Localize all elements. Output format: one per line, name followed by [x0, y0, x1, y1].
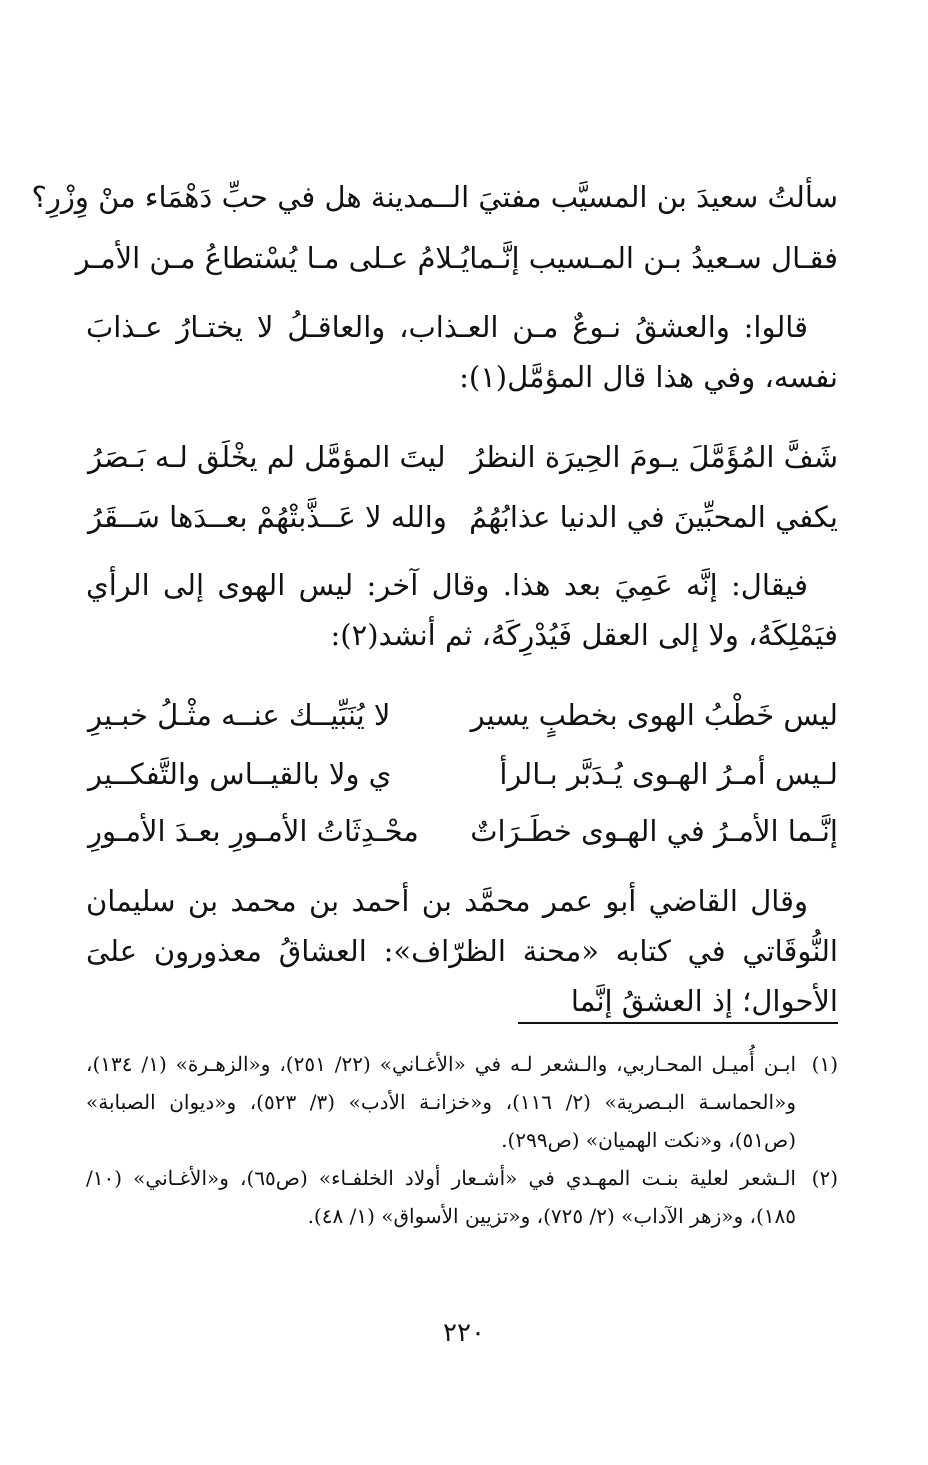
- footnote: [86, 1159, 838, 1235]
- verse-line: [75, 233, 838, 283]
- verse-hemistich-second: يُـلامُ عـلى مـا يُسْتطاعُ مـن الأمـر: [75, 241, 470, 275]
- verse-hemistich-first: فقـال سـعيدُ بـن المـسيب إنَّـما: [469, 241, 838, 275]
- verse-hemistich-second: ليتَ المؤمَّل لم يخْلَق لـه بَـصَرُ: [88, 440, 446, 474]
- footnotes: [86, 1045, 838, 1235]
- verse-line: [88, 432, 838, 482]
- prose-paragraph: [86, 876, 838, 1026]
- verse-hemistich-second: ـمدينة هل في حبِّ دَهْمَاء منْ وِزْرِ؟: [31, 180, 444, 214]
- verse-hemistich-first: شَفَّ المُؤَمَّلَ يـومَ الحِيرَة النظرُ: [470, 440, 838, 474]
- verse-line: [31, 172, 838, 222]
- prose-paragraph: [86, 560, 838, 660]
- footnote-text: الـشعر لعلية بنـت المهـدي في «أشـعار أولاد الخلفـاء» (ص٦٥)، و«الأغـاني» (١٠/ ١٨٥)، و«زهر الآداب» (٢/ ٧٢٥)، و«تزيين الأسواق» (١/ ٤٨).: [86, 1166, 796, 1228]
- verse-line: [88, 806, 838, 856]
- paragraph-text: فيقال: إنَّه عَمِيَ بعد هذا. وقال آخر: ليس الهوى إلى الرأي فيَمْلِكَهُ، ولا إلى العقل فَيُدْرِكَهُ، ثم أنشد(٢):: [86, 568, 838, 652]
- footnote-separator: [518, 1022, 838, 1024]
- verse-line: [88, 749, 838, 799]
- footnote-number: (٢): [811, 1166, 838, 1190]
- paragraph-text: قالوا: والعشقُ نـوعٌ مـن العـذاب، والعاقـلُ لا يختـارُ عـذابَ نفسه، وفي هذا قال المؤمَّل(١):: [86, 310, 838, 394]
- verse-hemistich-second: والله لا عَــذَّبتْهُمْ بعــدَها سَــقَرُ: [88, 500, 447, 534]
- verse-line: [88, 492, 838, 542]
- verse-hemistich-first: ليس خَطْبُ الهوى بخطبٍ يسير: [470, 698, 838, 732]
- footnote: [86, 1045, 838, 1159]
- verse-hemistich-second: محْـدِثَاتُ الأمـورِ بعـدَ الأمـورِ: [88, 814, 419, 848]
- page-number: ٢٢٠: [443, 1318, 485, 1348]
- footnote-text: ابـن أُميـل المحـاربي، والـشعر لـه في «الأغـاني» (٢٢/ ٢٥١)، و«الزهـرة» (١/ ١٣٤)، و«الحماسـة البـصرية» (٢/ ١١٦)، و«خزانـة الأدب» (٣/ ٥٢٣)، و«ديوان الصبابة» (ص٥١)، و«نكت الهميان» (ص٢٩٩).: [86, 1052, 796, 1152]
- verse-hemistich-first: إنَّـما الأمـرُ في الهـوى خطَـرَاتٌ: [470, 814, 838, 848]
- paragraph-text: وقال القاضي أبو عمر محمَّد بن أحمد بن محمد بن سليمان النُّوقَاتي في كتابه «محنة الظرّاف»: العشاقُ معذورون علىَ الأحوال؛ إذ العشقُ إنَّما: [86, 884, 838, 1018]
- footnote-number: (١): [811, 1052, 838, 1076]
- prose-paragraph: [86, 302, 838, 402]
- verse-hemistich-second: لا يُنَبِّيــك عنــه مثْـلُ خبـيرِ: [88, 698, 391, 732]
- verse-hemistich-first: لـيس أمـرُ الهـوى يُـدَبَّر بـالرأ: [499, 757, 838, 791]
- verse-hemistich-second: ي ولا بالقيــاس والتَّفكــير: [88, 757, 392, 791]
- verse-hemistich-first: سألتُ سعيدَ بن المسيَّب مفتيَ الـ: [443, 180, 838, 214]
- verse-line: [88, 690, 838, 740]
- verse-hemistich-first: يكفي المحبِّينَ في الدنيا عذابُهُمُ: [469, 500, 838, 534]
